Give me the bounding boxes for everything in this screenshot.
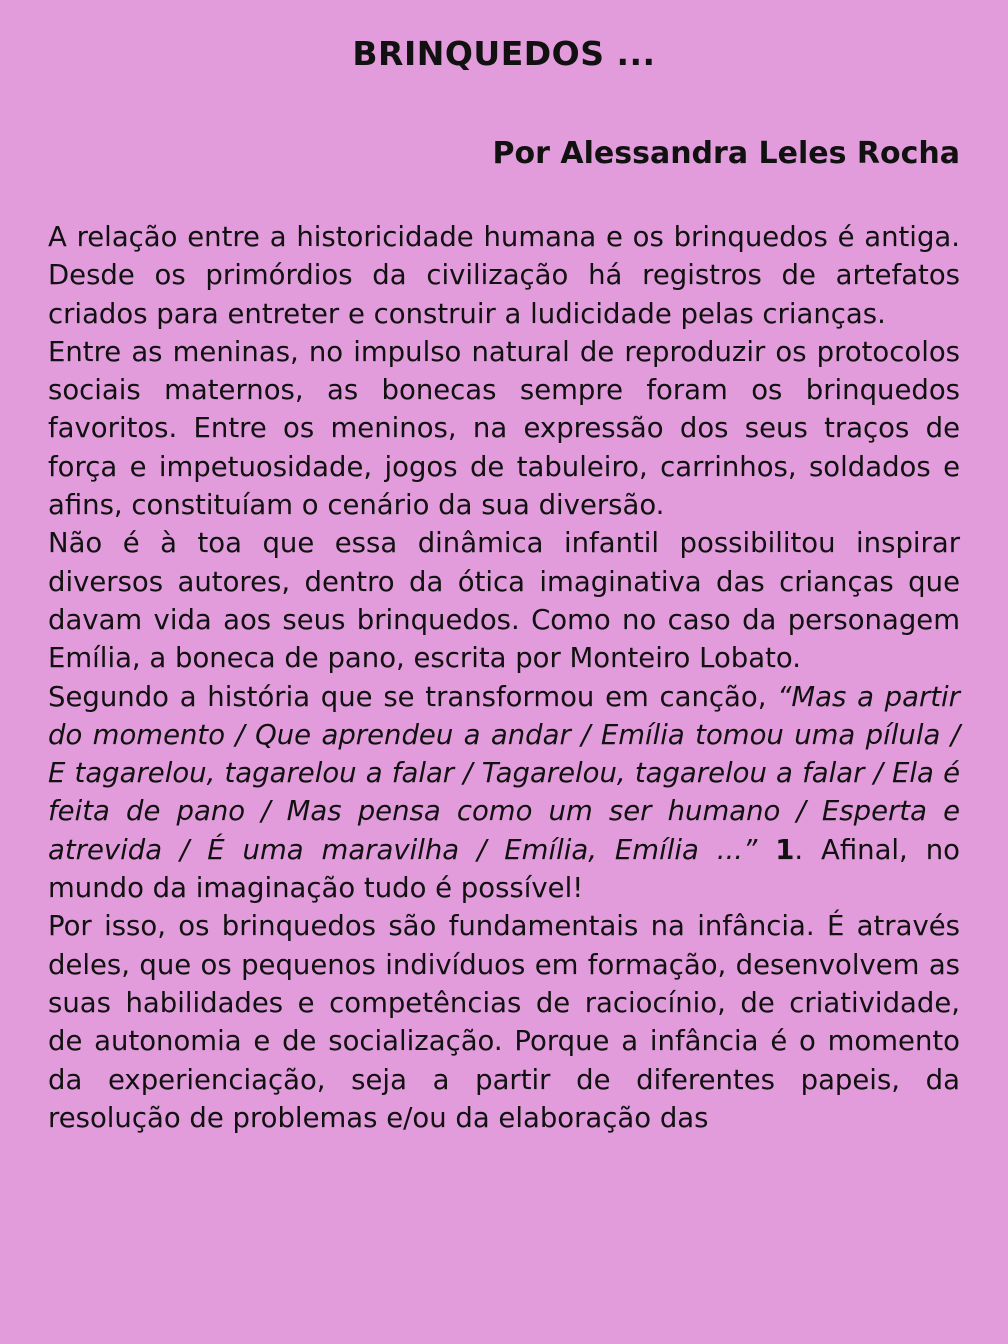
quote-outro: . Afinal, no mundo da imaginação tudo é possível!	[48, 833, 960, 905]
footnote-marker: 1	[775, 833, 795, 866]
quote-paragraph	[48, 678, 960, 908]
article-body	[48, 218, 960, 1137]
paragraph: Por isso, os brinquedos são fundamentais na infância. É através deles, que os pequenos indivíduos em formação, desenvolvem as suas habilidades e competências de raciocínio, de criatividade, de autonomia e de socialização. Porque a infância é o momento da experienciação, seja a partir de diferentes papeis, da resolução de problemas e/ou da elaboração das	[48, 910, 960, 1134]
paragraph: A relação entre a historicidade humana e os brinquedos é antiga. Desde os primórdios da civilização há registros de artefatos criados para entreter e construir a ludicidade pelas crianças.	[48, 221, 960, 330]
quote-intro: Segundo a história que se transformou em canção,	[48, 680, 778, 713]
song-quote: “Mas a partir do momento / Que aprendeu a andar / Emília tomou uma pílula / E tagarelou, tagarelou a falar / Tagarelou, tagarelou a falar / Ela é feita de pano / Mas pensa como um ser humano / Esperta e atrevida / É uma maravilha / Emília, Emília ...”	[48, 680, 960, 866]
paragraph: Não é à toa que essa dinâmica infantil possibilitou inspirar diversos autores, dentro da ótica imaginativa das crianças que davam vida aos seus brinquedos. Como no caso da personagem Emília, a boneca de pano, escrita por Monteiro Lobato.	[48, 527, 960, 675]
paragraph: Entre as meninas, no impulso natural de reproduzir os protocolos sociais maternos, as bonecas sempre foram os brinquedos favoritos. Entre os meninos, na expressão dos seus traços de força e impetuosidade, jogos de tabuleiro, carrinhos, soldados e afins, constituíam o cenário da sua diversão.	[48, 335, 960, 522]
author-byline: Por Alessandra Leles Rocha	[492, 136, 960, 171]
document-title: BRINQUEDOS ...	[352, 34, 656, 73]
